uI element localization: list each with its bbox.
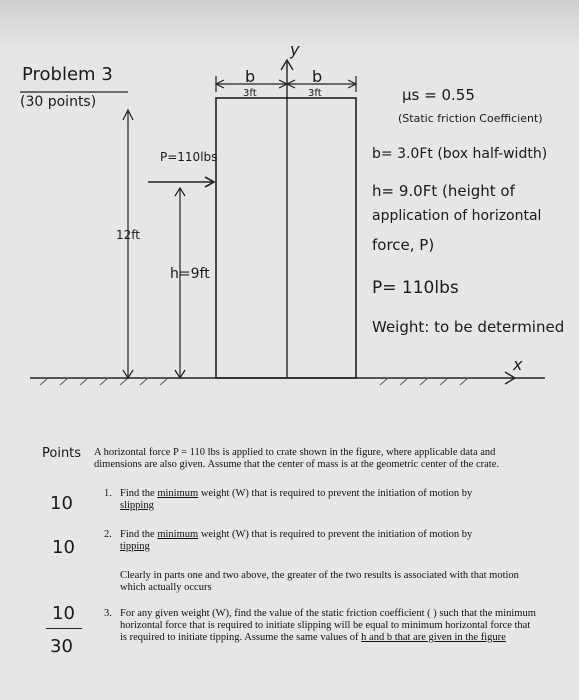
b-note: b= 3.0Ft (box half-width)	[372, 146, 548, 162]
q3-number: 3.	[104, 608, 112, 619]
h-note-1: h= 9.0Ft (height of	[372, 182, 515, 200]
b-label-right: b	[312, 67, 323, 86]
mu-note: μs = 0.55	[402, 86, 475, 104]
h-note-3: force, P)	[372, 236, 435, 254]
q2-text: Find the minimum weight (W) that is required to prevent the initiation of motion by tipping	[120, 529, 473, 552]
h-label: h=9ft	[170, 266, 210, 282]
y-axis-label: y	[290, 40, 300, 59]
q1-text: Find the minimum weight (W) that is required to prevent the initiation of motion by slipping	[120, 488, 473, 511]
crate-box	[216, 98, 356, 378]
force-label: P=110lbs	[160, 150, 218, 164]
total-points: 30	[50, 636, 73, 657]
p-note: P= 110lbs	[372, 278, 459, 298]
problem-points: (30 points)	[20, 94, 97, 110]
mu-definition: (Static friction Coefficient)	[398, 112, 543, 125]
b-dim-left: 3ft	[243, 88, 257, 99]
q1-points: 10	[50, 493, 73, 514]
intro-paragraph: A horizontal force P = 110 lbs is applied to crate shown in the figure, where applicable data and dimensions are also given. Assume that the center of mass is at the geometric center of the crate.	[94, 447, 499, 470]
x-axis-label: x	[513, 355, 523, 374]
ground-hatching	[40, 378, 468, 385]
problem-title: Problem 3	[22, 64, 113, 85]
points-header: Points	[42, 446, 82, 461]
h-note-2: application of horizontal	[372, 208, 542, 224]
q2-points: 10	[52, 537, 75, 558]
q3-text: For any given weight (W), find the value of the static friction coefficient ( ) such that the minimum horizontal force that is required to initiate slipping will be equal to minimum horizontal force that is required to initiate tipping. Assume the same values of h and b that are given in the figure	[120, 608, 536, 643]
q1-number: 1.	[104, 488, 112, 499]
q3-points: 10	[52, 603, 75, 624]
height-label: 12ft	[116, 228, 140, 242]
b-label-left: b	[245, 67, 256, 86]
b-dim-right: 3ft	[308, 88, 322, 99]
weight-note: Weight: to be determined	[372, 318, 565, 336]
q2-number: 2.	[104, 529, 112, 540]
total-divider	[46, 628, 82, 629]
clarifying-note: Clearly in parts one and two above, the greater of the two results is associated with that motion which actually occurs	[120, 570, 519, 593]
